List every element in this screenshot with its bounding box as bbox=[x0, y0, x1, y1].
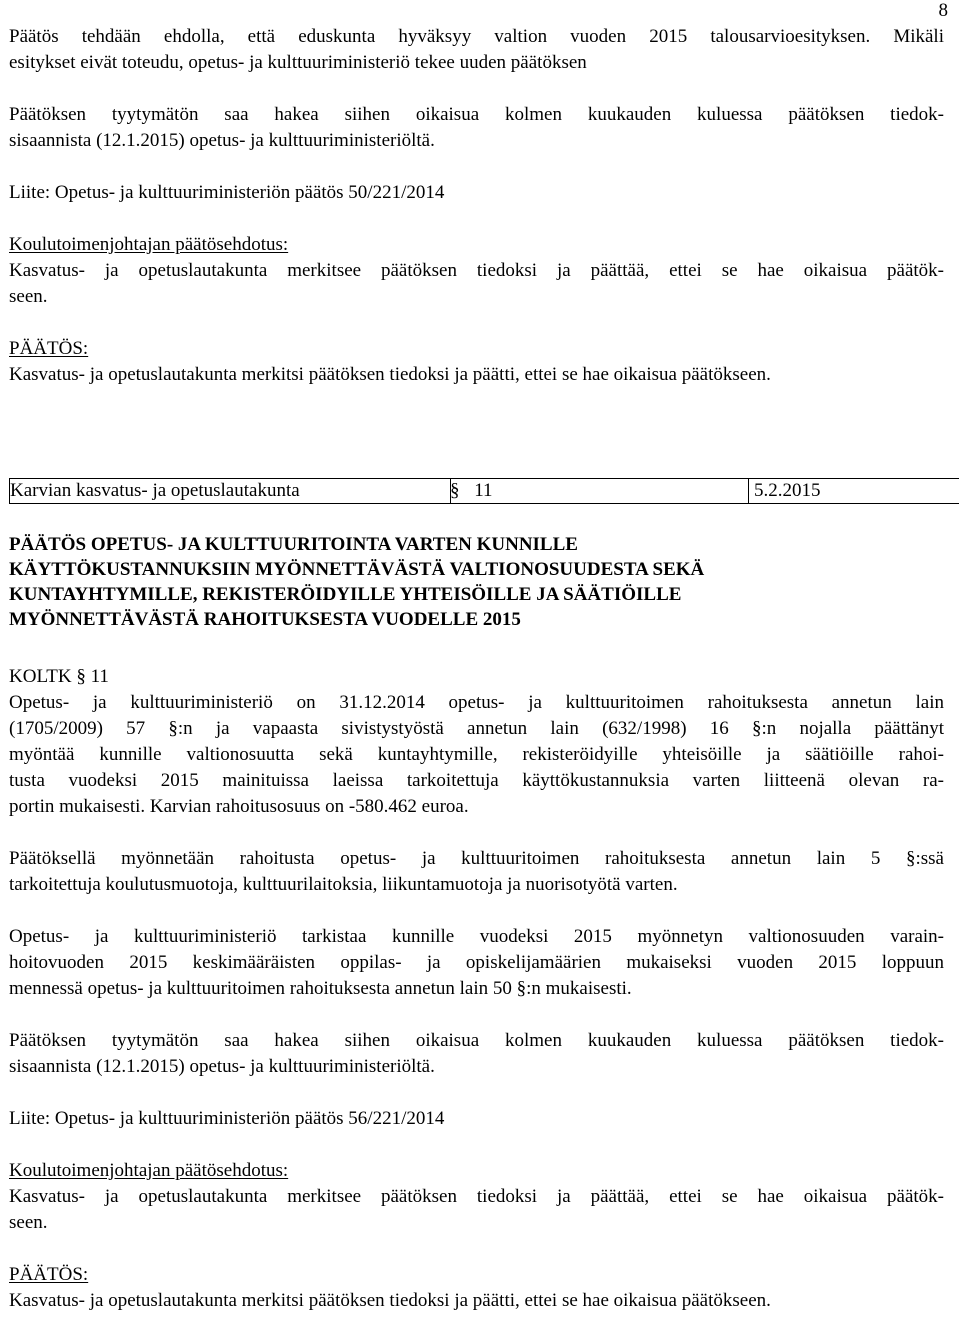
paragraph-line: tarkoitettuja koulutusmuotoja, kulttuurilaitoksia, liikuntamuotoja ja nuorisotyötä varten. bbox=[9, 874, 678, 895]
decision-heading: PÄÄTÖS: bbox=[9, 338, 89, 359]
review-paragraph bbox=[9, 924, 944, 1002]
title-line: KÄYTTÖKUSTANNUKSIIN MYÖNNETTÄVÄSTÄ VALTIONOSUUDESTA SEKÄ bbox=[9, 559, 705, 580]
funding-purpose-paragraph bbox=[9, 846, 944, 898]
section-number: 11 bbox=[90, 666, 109, 687]
proposal-heading: Koulutoimenjohtajan päätösehdotus: bbox=[9, 1160, 289, 1181]
proposal-text bbox=[9, 1184, 944, 1236]
paragraph-line: tusta vuodeksi 2015 mainituissa laeissa tarkoitettuja käyttökustannuksia varten liitteenä olevan ra- bbox=[9, 770, 944, 791]
paragraph-line: myöntää kunnille valtionosuutta sekä kuntayhtymille, rekisteröidyille yhteisöille ja säätiöille rahoi- bbox=[9, 744, 944, 765]
decision-heading: PÄÄTÖS: bbox=[9, 1264, 89, 1285]
koltk-reference bbox=[9, 664, 944, 690]
document-bottom bbox=[9, 532, 944, 1314]
grant-paragraph bbox=[9, 690, 944, 820]
paragraph-line: Kasvatus- ja opetuslautakunta merkitsee päätöksen tiedoksi ja päättää, ettei se hae oikaisua päätök- bbox=[9, 1186, 944, 1207]
paragraph-line: sisaannista (12.1.2015) opetus- ja kulttuuriministeriöltä. bbox=[9, 130, 435, 151]
paragraph-line: seen. bbox=[9, 1212, 48, 1233]
paragraph-line: hoitovuoden 2015 keskimääräisten oppilas- ja opiskelijamäärien mukaiseksi vuoden 2015 loppuun bbox=[9, 952, 944, 973]
koltk-label: KOLTK bbox=[9, 666, 72, 687]
paragraph-line: Päätös tehdään ehdolla, että eduskunta hyväksyy valtion vuoden 2015 talousarvioesityksen. Mikäli bbox=[9, 26, 944, 47]
paragraph-line: Kasvatus- ja opetuslautakunta merkitsee päätöksen tiedoksi ja päättää, ettei se hae oikaisua päätök- bbox=[9, 260, 944, 281]
proposal-text bbox=[9, 258, 944, 310]
paragraph-line: (1705/2009) 57 §:n ja vapaasta sivistystyöstä annetun lain (632/1998) 16 §:n nojalla päättänyt bbox=[9, 718, 944, 739]
paragraph-line: Päätöksen tyytymätön saa hakea siihen oikaisua kolmen kuukauden kuluessa päätöksen tiedok- bbox=[9, 104, 944, 125]
section-number: 11 bbox=[474, 480, 493, 501]
paragraph-line: seen. bbox=[9, 286, 48, 307]
paragraph-line: Päätöksellä myönnetään rahoitusta opetus- ja kulttuuritoimen rahoituksesta annetun lain 5 §:ssä bbox=[9, 848, 944, 869]
paragraph-line: portin mukaisesti. Karvian rahoitusosuus on -580.462 euroa. bbox=[9, 796, 469, 817]
paragraph-line: esitykset eivät toteudu, opetus- ja kulttuuriministeriö tekee uuden päätöksen bbox=[9, 52, 587, 73]
document-top bbox=[9, 24, 944, 388]
meeting-body: Karvian kasvatus- ja opetuslautakunta bbox=[10, 479, 451, 503]
title-line: PÄÄTÖS OPETUS- JA KULTTUURITOINTA VARTEN KUNNILLE bbox=[9, 534, 578, 555]
section-title bbox=[9, 532, 944, 632]
paragraph-line: sisaannista (12.1.2015) opetus- ja kulttuuriministeriöltä. bbox=[9, 1056, 435, 1077]
decision-text: Kasvatus- ja opetuslautakunta merkitsi päätöksen tiedoksi ja päätti, ettei se hae oikaisua päätökseen. bbox=[9, 364, 771, 385]
meeting-header-table bbox=[9, 478, 959, 504]
attachment-line: Liite: Opetus- ja kulttuuriministeriön päätös 50/221/2014 bbox=[9, 182, 445, 203]
page-number: 8 bbox=[938, 0, 948, 21]
paragraph-line: Opetus- ja kulttuuriministeriö on 31.12.2014 opetus- ja kulttuuritoimen rahoituksesta annetun lain bbox=[9, 692, 944, 713]
paragraph-line: Päätöksen tyytymätön saa hakea siihen oikaisua kolmen kuukauden kuluessa päätöksen tiedok- bbox=[9, 1030, 944, 1051]
meeting-section bbox=[450, 479, 749, 503]
decision-text: Kasvatus- ja opetuslautakunta merkitsi päätöksen tiedoksi ja päätti, ettei se hae oikaisua päätökseen. bbox=[9, 1290, 771, 1311]
meeting-date: 5.2.2015 bbox=[754, 480, 821, 501]
conditional-paragraph bbox=[9, 24, 944, 76]
appeal-paragraph bbox=[9, 1028, 944, 1080]
section-sign: § bbox=[450, 480, 460, 501]
appeal-paragraph bbox=[9, 102, 944, 154]
section-sign: § bbox=[76, 666, 86, 687]
title-line: MYÖNNETTÄVÄSTÄ RAHOITUKSESTA VUODELLE 2015 bbox=[9, 609, 521, 630]
attachment-line: Liite: Opetus- ja kulttuuriministeriön päätös 56/221/2014 bbox=[9, 1108, 445, 1129]
paragraph-line: mennessä opetus- ja kulttuuritoimen rahoituksesta annetun lain 50 §:n mukaisesti. bbox=[9, 978, 632, 999]
paragraph-line: Opetus- ja kulttuuriministeriö tarkistaa kunnille vuodeksi 2015 myönnetyn valtionosuuden varain- bbox=[9, 926, 944, 947]
proposal-heading: Koulutoimenjohtajan päätösehdotus: bbox=[9, 234, 289, 255]
title-line: KUNTAYHTYMILLE, REKISTERÖIDYILLE YHTEISÖILLE JA SÄÄTIÖILLE bbox=[9, 584, 682, 605]
